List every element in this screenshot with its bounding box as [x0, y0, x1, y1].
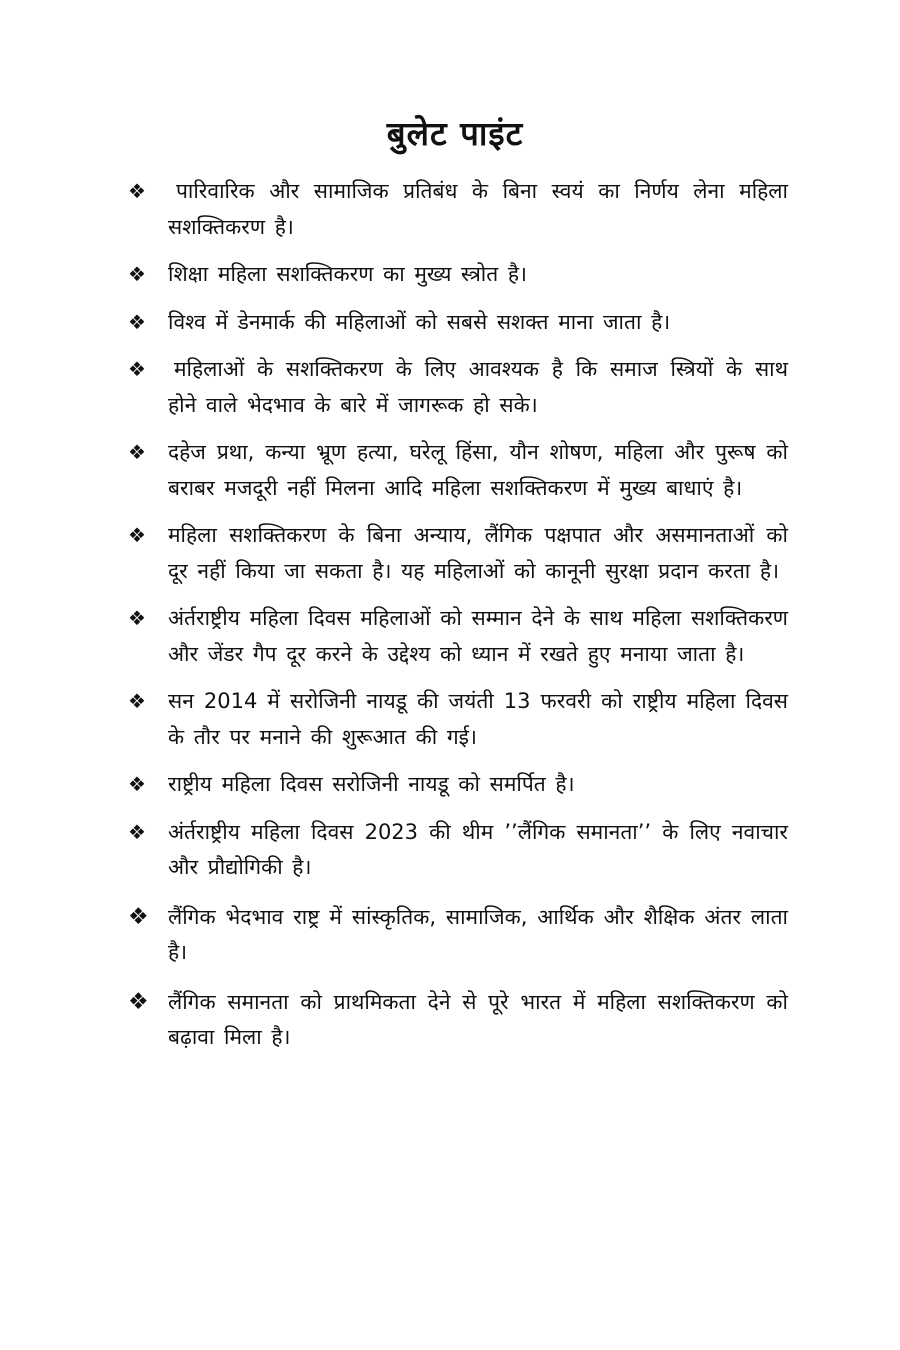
bullet-text: अंर्तराष्ट्रीय महिला दिवस 2023 की थीम ’’लैंगिक समानता’’ के लिए नवाचार और प्रौद्योगिकी है।: [168, 819, 788, 879]
diamond-bullet-icon: ❖: [128, 357, 146, 381]
list-item: [128, 305, 788, 341]
bullet-text: महिलाओं के सशक्तिकरण के लिए आवश्यक है कि समाज स्त्रियों के साथ होने वाले भेदभाव के बारे में जागरूक हो सके।: [168, 357, 788, 417]
diamond-bullet-icon: ❖: [128, 772, 146, 796]
bullet-list: [128, 174, 788, 1056]
list-item: [128, 518, 788, 589]
bullet-text: दहेज प्रथा, कन्या भ्रूण हत्या, घरेलू हिंसा, यौन शोषण, महिला और पुरूष को बराबर मजदूरी नहीं मिलना आदि महिला सशक्तिकरण में मुख्य बाधाएं है।: [168, 440, 788, 500]
bullet-text: महिला सशक्तिकरण के बिना अन्याय, लैंगिक पक्षपात और असमानताओं को दूर नहीं किया जा सकता है। यह महिलाओं को कानूनी सुरक्षा प्रदान करता है।: [168, 523, 788, 583]
bullet-text: लैंगिक भेदभाव राष्ट्र में सांस्कृतिक, सामाजिक, आर्थिक और शैक्षिक अंतर लाता है।: [168, 904, 788, 964]
list-item: [128, 767, 788, 803]
list-item: [128, 257, 788, 293]
bullet-text: राष्ट्रीय महिला दिवस सरोजिनी नायडू को समर्पित है।: [168, 772, 575, 796]
bullet-text: लैंगिक समानता को प्राथमिकता देने से पूरे भारत में महिला सशक्तिकरण को बढ़ावा मिला है।: [168, 989, 788, 1049]
list-item: [128, 435, 788, 506]
bullet-text: सन 2014 में सरोजिनी नायडू की जयंती 13 फरवरी को राष्ट्रीय महिला दिवस के तौर पर मनाने की शुरूआत की गई।: [168, 689, 788, 749]
list-item: [128, 352, 788, 423]
diamond-bullet-icon: ❖: [128, 988, 149, 1015]
diamond-bullet-icon: ❖: [128, 819, 146, 844]
page-title: बुलेट पाइंट: [386, 114, 524, 153]
diamond-bullet-icon: ❖: [128, 179, 146, 203]
diamond-bullet-icon: ❖: [128, 903, 149, 930]
bullet-text: पारिवारिक और सामाजिक प्रतिबंध के बिना स्वयं का निर्णय लेना महिला सशक्तिकरण है।: [168, 179, 788, 239]
diamond-bullet-icon: ❖: [128, 440, 146, 464]
diamond-bullet-icon: ❖: [128, 262, 146, 286]
list-item: [128, 985, 788, 1056]
diamond-bullet-icon: ❖: [128, 309, 146, 334]
list-item: [128, 900, 788, 971]
diamond-bullet-icon: ❖: [128, 689, 146, 713]
list-item: [128, 174, 788, 245]
diamond-bullet-icon: ❖: [128, 606, 146, 630]
list-item: [128, 684, 788, 755]
list-item: [128, 601, 788, 672]
bullet-text: शिक्षा महिला सशक्तिकरण का मुख्य स्त्रोत है।: [168, 262, 528, 286]
diamond-bullet-icon: ❖: [128, 523, 146, 547]
bullet-text: अंर्तराष्ट्रीय महिला दिवस महिलाओं को सम्मान देने के साथ महिला सशक्तिकरण और जेंडर गैप दूर करने के उद्देश्य को ध्यान में रखते हुए मनाया जाता है।: [168, 606, 788, 666]
bullet-text: विश्व में डेनमार्क की महिलाओं को सबसे सशक्त माना जाता है।: [168, 309, 671, 334]
list-item: [128, 815, 788, 886]
